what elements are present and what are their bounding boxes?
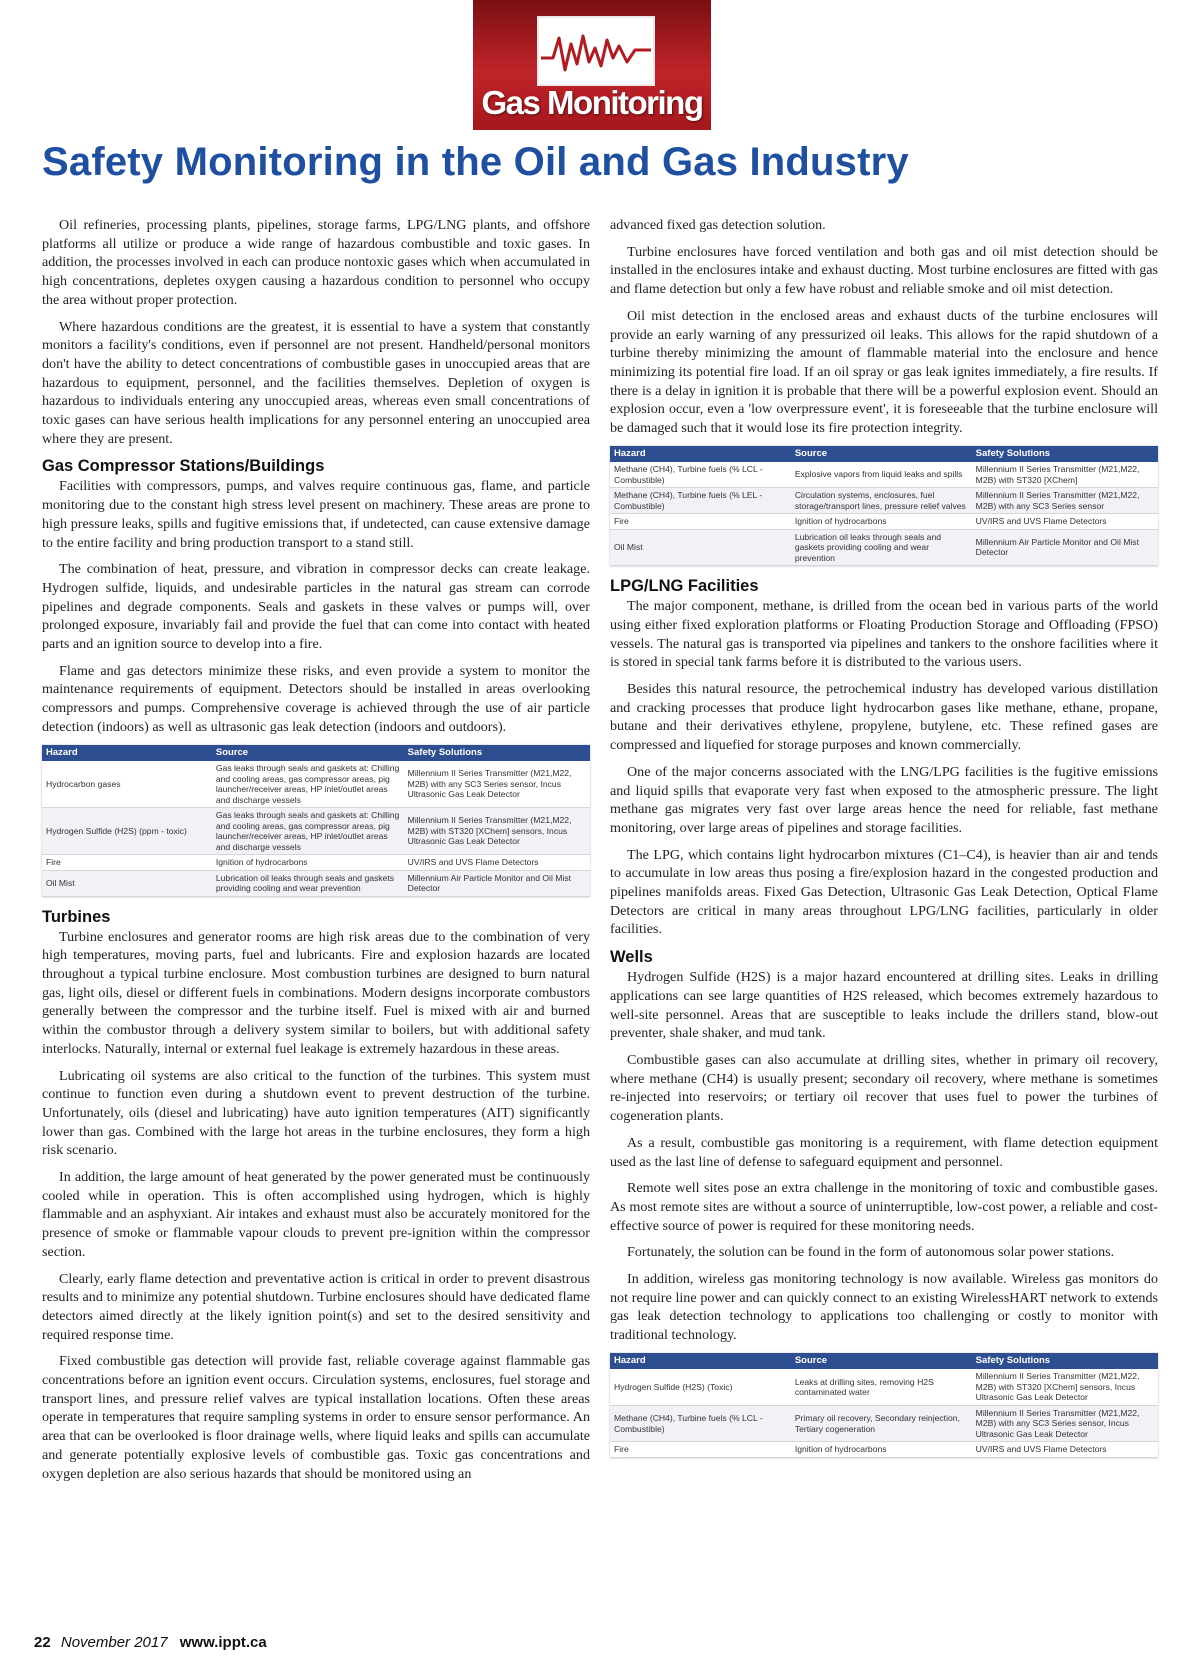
table-cell: Ignition of hydrocarbons	[212, 855, 404, 871]
body-paragraph: The LPG, which contains light hydrocarbon mixtures (C1–C4), is heavier than air and tends to accumulate in low areas thus posing a fire/explosion hazard in the congested production and pipelines manifolds areas. Fixed Gas Detection, Ultrasonic Gas Leak Detection, Optical Flame Detectors are critical in many areas throughout LPG/LNG facilities, particularly in older facilities.	[610, 846, 1158, 938]
table-header: Safety Solutions	[972, 1353, 1158, 1370]
body-paragraph: The major component, methane, is drilled from the ocean bed in various parts of the world using either fixed exploration platforms or Floating Production Storage and Offloading (FPSO) vessels. The natural gas is transported via pipelines and tankers to the onshore facilities where it is stored in special tank farms before it is distributed to the various users.	[610, 598, 1158, 671]
body-paragraph: In addition, wireless gas monitoring technology is now available. Wireless gas monitors do not require line power and can quickly connect to an existing WirelessHART network to extends gas leak detection technology to applications too challenging or costly to monitor with traditional technology.	[610, 1271, 1158, 1344]
table-row	[42, 855, 590, 871]
table-row	[610, 529, 1158, 566]
section-heading-turbines: Turbines	[42, 907, 111, 926]
body-paragraph: One of the major concerns associated with the LNG/LPG facilities is the fugitive emissions and liquid spills that evaporate very fast when exposed to the atmospheric pressure. The light methane gas migrates very fast over large areas hence the need for reliable, fast methane monitoring, over large areas of pipelines and storage facilities.	[610, 763, 1158, 836]
table-cell: Fire	[610, 1442, 791, 1458]
gas-waveform-icon	[539, 18, 653, 84]
table-cell: Hydrocarbon gases	[42, 761, 212, 808]
table-cell: Leaks at drilling sites, removing H2S contaminated water	[791, 1369, 972, 1405]
table-cell: Methane (CH4), Turbine fuels (% LEL - Combustible)	[610, 488, 791, 514]
table-header: Safety Solutions	[972, 446, 1158, 463]
body-paragraph: In addition, the large amount of heat generated by the power generated must be continuously cooled while in operation. This is often accomplished using hydrogen, which is highly flammable and an asphyxiant. Air intakes and exhaust must also be accurately monitored for the presence of smoke or flammable vapour clouds to prevent pre-ignition within the compressor section.	[42, 1169, 590, 1260]
table-row	[42, 870, 590, 896]
table-cell: Methane (CH4), Turbine fuels (% LCL - Combustible)	[610, 462, 791, 488]
website-link[interactable]: www.ippt.ca	[179, 1634, 267, 1651]
table-header: Source	[791, 446, 972, 463]
body-paragraph: The combination of heat, pressure, and vibration in compressor decks can create leakage. Hydrogen sulfide, liquids, and undesirable particles in the natural gas stream can corrode pipelines and degrade components. Seals and gaskets in these valves or pumps will, over prolonged exposure, invariably fail and provide the fuel that can come into contact with heated parts and an ignition source to develop into a fire.	[42, 561, 590, 653]
body-paragraph: Besides this natural resource, the petrochemical industry has developed various distillation and cracking processes that produce light hydrocarbon gases like methane, ethane, propane, butane and their derivatives ethylene, propylene, butylene, etc. These refined gases are compressed and liquefied for storage purposes and known commercially.	[610, 681, 1158, 754]
body-paragraph: Remote well sites pose an extra challenge in the monitoring of toxic and combustible gases. As most remote sites are without a source of uninterruptible, low-cost power, a reliable and cost-effective source of power is required for these monitoring needs.	[610, 1180, 1158, 1234]
table-row	[42, 761, 590, 808]
table-cell: Millennium Air Particle Monitor and Oil Mist Detector	[404, 870, 590, 896]
body-paragraph: Lubricating oil systems are also critical to the function of the turbines. This system must continue to function even during a shutdown event to prevent destruction of the turbine. Unfortunately, oils (diesel and lubricating) have auto ignition temperatures (AIT) significantly lower than gas. Combined with the large hot areas in the turbine enclosures, they form a high risk scenario.	[42, 1067, 590, 1159]
monitor-panel	[537, 16, 655, 86]
table-cell: Gas leaks through seals and gaskets at: Chilling and cooling areas, gas compressor areas, pig launcher/receiver areas, HP inlet/outlet areas and discharge vessels	[212, 808, 404, 855]
section-heading-lpg-lng: LPG/LNG Facilities	[610, 577, 759, 596]
body-paragraph: Hydrogen Sulfide (H2S) is a major hazard encountered at drilling sites. Leaks in drilling applications can see large quantities of H2S released, which becomes extremely hazardous to well-site personnel. Areas that are susceptible to leaks include the drillers stand, blow-out preventer, shale shaker, and mud tank.	[610, 969, 1158, 1042]
table-cell: Gas leaks through seals and gaskets at: Chilling and cooling areas, gas compressor areas, pig launcher/receiver areas, HP inlet/outlet areas and discharge vessels	[212, 761, 404, 808]
body-paragraph: Turbine enclosures have forced ventilation and both gas and oil mist detection should be installed in the enclosures intake and exhaust ducting. Most turbine enclosures are fitted with gas and flame detection but only a few have robust and reliable smoke and oil mist detection.	[610, 243, 1158, 298]
table-row	[610, 488, 1158, 514]
body-paragraph: advanced fixed gas detection solution.	[610, 217, 826, 233]
body-paragraph: Flame and gas detectors minimize these risks, and even provide a system to monitor the maintenance requirements of equipment. Detectors should be installed in areas overlooking compressors and pumps. Comprehensive coverage is achieved through the use of air particle detection (indoors) as well as ultrasonic gas leak detection (indoors and outdoors).	[42, 662, 590, 735]
table-cell: UV/IRS and UVS Flame Detectors	[404, 855, 590, 871]
table-header: Source	[212, 745, 404, 762]
table-cell: Millennium II Series Transmitter (M21,M22, M2B) with ST320 [XChem]	[972, 462, 1158, 488]
table-header: Source	[791, 1353, 972, 1370]
left-column	[42, 216, 590, 1491]
table-row	[610, 1442, 1158, 1458]
body-paragraph: Clearly, early flame detection and preventative action is critical in order to prevent disastrous results and to minimize any potential shutdown. Turbine enclosures should have dedicated flame detectors aimed directly at the likely ignition point(s) and set to the desired sensitivity and required response time.	[42, 1270, 590, 1343]
table-row	[610, 1405, 1158, 1442]
table-cell: Fire	[610, 514, 791, 530]
section-heading-compressor: Gas Compressor Stations/Buildings	[42, 457, 325, 476]
table-cell: Millennium II Series Transmitter (M21,M22, M2B) with any SC3 Series sensor, Incus Ultrasonic Gas Leak Detector	[404, 761, 590, 808]
body-paragraph: As a result, combustible gas monitoring is a requirement, with flame detection equipment used as the last line of defense to safeguard equipment and personnel.	[610, 1134, 1158, 1170]
table-header: Safety Solutions	[404, 745, 590, 762]
table-cell: Methane (CH4), Turbine fuels (% LCL - Combustible)	[610, 1405, 791, 1442]
page-footer	[34, 1634, 267, 1651]
table-header: Hazard	[610, 1353, 791, 1370]
table-cell: Lubrication oil leaks through seals and gaskets providing cooling and wear prevention	[791, 529, 972, 566]
body-paragraph: Combustible gases can also accumulate at drilling sites, whether in primary oil recovery, where methane (CH4) is usually present; secondary oil recovery, where methane is sometimes re-injected into reservoirs; or tertiary oil recover that uses fuel to power the turbines of cogeneration plants.	[610, 1052, 1158, 1125]
issue-date: November 2017	[60, 1634, 168, 1651]
table-cell: Ignition of hydrocarbons	[791, 1442, 972, 1458]
logo-text: Gas Monitoring	[481, 84, 703, 121]
hazard-table-turbines	[610, 446, 1158, 567]
gas-monitoring-logo	[473, 0, 711, 130]
table-cell: Hydrogen Sulfide (H2S) (ppm - toxic)	[42, 808, 212, 855]
body-paragraph: Oil mist detection in the enclosed areas and exhaust ducts of the turbine enclosures will provide an early warning of any pressurized oil leaks. This allows for the rapid shutdown of a turbine thereby minimizing the amount of flammable material into the enclosure and hence minimizing its potential fire load. If an oil spray or gas leak ignites immediately, a fire results. If there is a delay in ignition it is probable that there will be a powerful explosion event. Should an explosion occur, even a 'low overpressure event', it is foreseeable that the turbine enclosure will be damaged such that it would lose its fire protection integrity.	[610, 307, 1158, 437]
table-cell: Fire	[42, 855, 212, 871]
body-paragraph: Fixed combustible gas detection will provide fast, reliable coverage against flammable gas concentrations before an ignition event occurs. Circulation systems, enclosures, fuel storage and transport lines, and pressure relief valves are typical installation locations. Often these areas operate in temperatures that require sampling systems in order to ensure sensor performance. An area that can be overlooked is floor drainage wells, where liquid leaks and spills can accumulate and generate potentially explosive levels of combustible gas. Toxic gas concentrations and oxygen depletion are also serious hazards that should be monitored using an	[42, 1353, 590, 1482]
body-paragraph: Turbine enclosures and generator rooms are high risk areas due to the combination of very high temperatures, moving parts, fuel and lubricants. Fire and explosion hazards are located throughout a typical turbine enclosure. Most combustion turbines are designed to burn natural gas, light oils, diesel or different fuels in combinations. Modern designs incorporate combustors generally between the compressor and the turbine itself. Fuel is mixed with air and burned within the combustor through a delivery system similar to boilers, but with additional safety interlocks. Naturally, internal or external fuel leakage is extremely hazardous in these areas.	[42, 928, 590, 1057]
table-row	[610, 1369, 1158, 1405]
table-header: Hazard	[610, 446, 791, 463]
table-cell: Millennium Air Particle Monitor and Oil Mist Detector	[972, 529, 1158, 566]
table-cell: Oil Mist	[42, 870, 212, 896]
table-cell: Lubrication oil leaks through seals and gaskets providing cooling and wear prevention	[212, 870, 404, 896]
table-cell: Oil Mist	[610, 529, 791, 566]
table-cell: Millennium II Series Transmitter (M21,M22, M2B) with any SC3 Series sensor, Incus Ultrasonic Gas Leak Detector	[972, 1405, 1158, 1442]
table-cell: Millennium II Series Transmitter (M21,M22, M2B) with ST320 [XChem] sensors, Incus Ultrasonic Gas Leak Detector	[404, 808, 590, 855]
table-cell: Primary oil recovery, Secondary reinjection, Tertiary cogeneration	[791, 1405, 972, 1442]
page-number: 22	[34, 1634, 51, 1651]
table-row	[610, 462, 1158, 488]
table-header: Hazard	[42, 745, 212, 762]
body-paragraph: Fortunately, the solution can be found in the form of autonomous solar power stations.	[627, 1244, 1115, 1261]
table-cell: UV/IRS and UVS Flame Detectors	[972, 1442, 1158, 1458]
hazard-table-compressor	[42, 745, 590, 897]
table-cell: Explosive vapors from liquid leaks and spills	[791, 462, 972, 488]
table-cell: UV/IRS and UVS Flame Detectors	[972, 514, 1158, 530]
table-row	[610, 514, 1158, 530]
table-cell: Millennium II Series Transmitter (M21,M22, M2B) with any SC3 Series sensor	[972, 488, 1158, 514]
table-cell: Hydrogen Sulfide (H2S) (Toxic)	[610, 1369, 791, 1405]
table-cell: Millennium II Series Transmitter (M21,M22, M2B) with ST320 [XChem] sensors, Incus Ultrasonic Gas Leak Detector	[972, 1369, 1158, 1405]
page-title: Safety Monitoring in the Oil and Gas Industry	[42, 140, 909, 184]
table-cell: Ignition of hydrocarbons	[791, 514, 972, 530]
right-column	[610, 216, 1158, 1468]
body-paragraph: Facilities with compressors, pumps, and valves require continuous gas, flame, and particle monitoring due to the constant high stress level present on machinery. These areas are prone to high pressure leaks, spills and fugitive emissions that, if undetected, can cause extensive damage to the entire facility and bring production transport to a stand still.	[42, 478, 590, 551]
table-row	[42, 808, 590, 855]
hazard-table-wells	[610, 1353, 1158, 1458]
body-paragraph: Where hazardous conditions are the greatest, it is essential to have a system that constantly monitors a facility's conditions, even if personnel are not present. Handheld/personal monitors don't have the ability to detect concentrations of combustible gases in unoccupied areas that are hazardous to equipment, personnel, and the facilities themselves. Depletion of oxygen is hazardous to individuals entering any unoccupied areas, whereas even small concentrations of toxic gases can have serious health implications for any personnel entering an unoccupied area where they are present.	[42, 318, 590, 447]
section-heading-wells: Wells	[610, 948, 653, 967]
body-paragraph: Oil refineries, processing plants, pipelines, storage farms, LPG/LNG plants, and offshore platforms all utilize or produce a wide range of hazardous combustible and toxic gases. In addition, the processes involved in each can produce nontoxic gases which when accumulated in high concentrations, depletes oxygen causing a hazardous condition to personnel who occupy the area without proper protection.	[42, 217, 590, 308]
table-cell: Circulation systems, enclosures, fuel storage/transport lines, pressure relief valves	[791, 488, 972, 514]
